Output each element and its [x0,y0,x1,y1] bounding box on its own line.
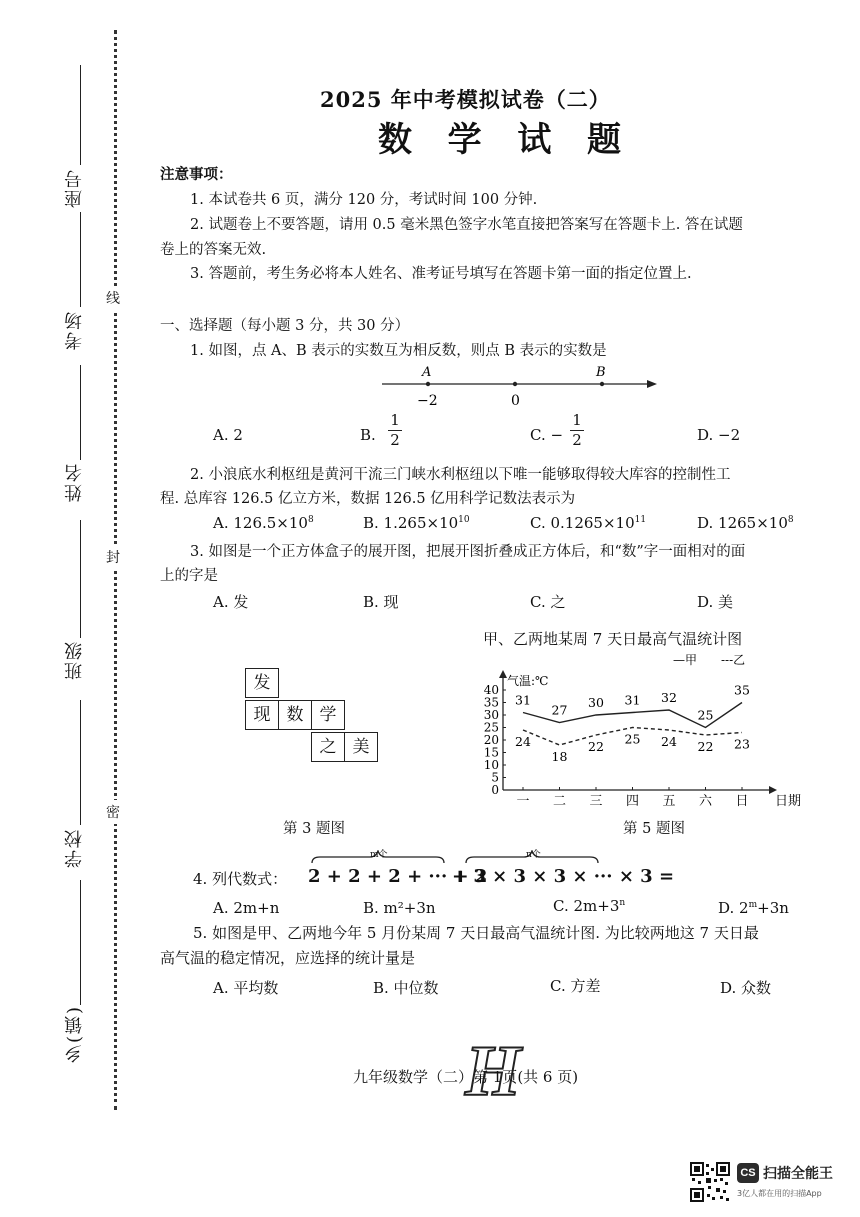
option-letter: C. − [530,426,564,444]
field-room: 考场 [64,310,85,350]
field-name: 姓名 [64,462,85,502]
y-tick-label: 40 [483,683,499,697]
figure-caption-3: 第 3 题图 [283,821,345,837]
q5-option-d: D. 众数 [720,979,772,997]
q2-option-b [363,514,470,532]
option-text: D. 2 [718,899,749,917]
fraction-denominator: 2 [570,430,584,449]
cut-mark: 线 [106,286,120,310]
q4-expr-product: + 3 × 3 × 3 × ··· × 3 = [452,866,675,887]
net-face: 发 [245,668,279,698]
field-line [80,65,81,165]
notice-item: 卷上的答案无效. [160,242,267,258]
q4-option-b: B. m²+3n [363,899,436,917]
tick-label-0: 0 [511,393,520,409]
q2-option-a [213,514,314,532]
subject-title: 数 学 试 题 [378,120,626,160]
point-b-label: B [596,365,606,380]
question-2-stem: 2. 小浪底水利枢纽是黄河干流三门峡水利枢纽以下唯一能够取得较大库容的控制性工 [190,467,731,483]
data-label-jia: 27 [551,702,568,718]
option-letter: B. [360,426,376,444]
brace-n-label: n个 [526,850,541,860]
x-tick-label: 六 [698,794,713,809]
y-axis-label: 气温:℃ [507,674,549,688]
q3-option-d: D. 美 [697,593,734,611]
page-footer: 九年级数学（二）第 1页(共 6 页) [353,1068,579,1086]
q5-option-c: C. 方差 [550,977,601,995]
temperature-chart [470,652,810,812]
field-line [80,212,81,307]
net-face: 之 [311,732,345,762]
question-3-stem-cont: 上的字是 [160,568,218,584]
tick-label-neg2: −2 [417,393,438,409]
data-label-jia: 35 [734,682,750,698]
option-exponent: 11 [634,515,647,525]
data-label-yi: 25 [624,731,641,747]
point-a-dot [426,382,430,386]
q3-option-b: B. 现 [363,593,399,611]
q5-option-b: B. 中位数 [373,979,439,997]
watermark-logo: H [465,1031,522,1111]
option-text: B. 1.265×10 [363,514,459,532]
fraction-denominator: 2 [388,430,402,449]
field-line [80,520,81,638]
field-seat: 座号 [64,168,85,208]
legend-yi: ---乙 [721,653,746,667]
y-axis-arrow-icon [499,670,507,678]
question-5-stem: 5. 如图是甲、乙两地今年 5 月份某周 7 天日最高气温统计图. 为比较两地这 7 天日最 [193,924,759,942]
question-3-stem: 3. 如图是一个正方体盒子的展开图，把展开图折叠成正方体后，和“数”字一面相对的面 [190,544,746,560]
option-text: D. 1265×10 [697,514,788,532]
option-exponent: n [619,898,626,908]
y-tick-label: 35 [483,695,499,710]
data-label-jia: 31 [515,692,531,708]
net-face: 现 [245,700,279,730]
data-label-yi: 18 [551,749,568,764]
exam-title: 2025 年中考模拟试卷（二） [320,87,611,112]
q2-option-d [697,514,794,532]
fraction-numerator: 1 [390,411,400,429]
notice-item: 3. 答题前，考生务必将本人姓名、准考证号填写在答题卡第一面的指定位置上. [190,266,692,282]
data-label-yi: 22 [697,739,714,754]
number-line-arrow-icon [647,380,657,388]
legend-jia: —甲 [673,653,698,667]
section-heading: 一、选择题（每小题 3 分，共 30 分） [160,318,410,334]
q4-option-c [553,897,625,915]
x-tick-label: 五 [662,794,676,809]
data-label-jia: 30 [588,695,604,710]
x-axis-arrow-icon [769,786,777,794]
q1-option-b [360,426,376,444]
point-a-label: A [422,365,432,380]
camscanner-slogan: 3亿人都在用的扫描App [737,1189,822,1198]
field-class: 班级 [64,640,85,680]
camscanner-logo: CS [737,1163,759,1183]
data-label-jia: 31 [624,692,641,708]
q5-option-a: A. 平均数 [213,979,279,997]
q1-option-a: A. 2 [213,426,243,444]
x-tick-label: 四 [625,794,640,809]
data-label-yi: 24 [661,734,677,749]
brace-m-label: m个 [370,850,388,860]
field-line [80,700,81,825]
option-exponent: m [748,900,758,910]
q1-option-b-fraction [388,411,402,449]
y-tick-label: 25 [483,720,499,735]
data-label-yi: 24 [515,734,531,749]
data-label-yi: 23 [734,736,750,752]
y-tick-label: 30 [483,708,499,722]
notice-item: 1. 本试卷共 6 页，满分 120 分，考试时间 100 分钟. [190,192,538,208]
q1-option-c [530,426,563,444]
origin-dot [513,382,517,386]
y-tick-label: 15 [483,745,499,760]
q3-option-c: C. 之 [530,593,566,611]
q4-option-a: A. 2m+n [213,899,280,917]
data-label-yi: 22 [588,739,604,754]
field-school: 学校 [64,828,85,868]
figure-caption-5: 第 5 题图 [623,821,685,837]
notice-item: 2. 试题卷上不要答题，请用 0.5 毫米黑色签字水笔直接把答案写在答题卡上. 答在试题 [190,217,743,233]
notice-heading: 注意事项： [160,166,233,183]
cut-mark: 密 [106,800,120,824]
data-label-jia: 32 [661,690,677,705]
net-face: 数 [278,700,312,730]
x-tick-label: 日 [735,794,749,809]
option-text: C. 0.1265×10 [530,514,635,532]
y-tick-label: 20 [483,733,499,747]
x-axis-label: 日期 [775,794,802,809]
camscanner-name: 扫描全能王 [763,1166,833,1182]
x-tick-label: 一 [516,794,530,809]
q4-option-d [718,899,789,917]
fraction-numerator: 1 [572,411,582,429]
option-text: A. 126.5×10 [213,514,308,532]
field-line [80,880,81,1005]
q3-option-a: A. 发 [213,593,249,611]
number-line [370,360,670,410]
q1-option-c-fraction [570,411,584,449]
chart-title: 甲、乙两地某周 7 天日最高气温统计图 [483,630,743,648]
question-4-stem: 4. 列代数式： [193,870,288,888]
option-exponent: 10 [458,515,470,525]
net-face: 美 [344,732,378,762]
net-face: 学 [311,700,345,730]
y-tick-label: 10 [483,758,499,772]
option-text-tail: +3n [757,899,789,917]
x-tick-label: 二 [552,794,567,809]
question-2-stem-cont: 程. 总库容 126.5 亿立方米，数据 126.5 亿用科学记数法表示为 [160,491,576,507]
data-label-jia: 25 [697,707,714,723]
y-tick-label: 5 [491,770,499,785]
option-exponent: 8 [787,515,794,525]
field-town: 乡(镇) [64,1005,85,1064]
cut-line [114,30,117,1110]
field-line [80,365,81,460]
option-text: C. 2m+3 [553,897,620,915]
point-b-dot [600,382,604,386]
q1-option-d: D. −2 [697,426,741,444]
qr-code-icon [690,1162,730,1202]
option-exponent: 8 [307,515,314,525]
y-tick-label: 0 [491,783,499,797]
question-1-stem: 1. 如图，点 A、B 表示的实数互为相反数，则点 B 表示的实数是 [190,343,607,359]
cut-mark: 封 [106,545,120,569]
question-5-stem-cont: 高气温的稳定情况，应选择的统计量是 [160,949,416,967]
q2-option-c [530,514,646,532]
x-tick-label: 三 [589,794,603,809]
q4-expr-sum: 2 + 2 + 2 + ··· + 2 [308,866,488,887]
